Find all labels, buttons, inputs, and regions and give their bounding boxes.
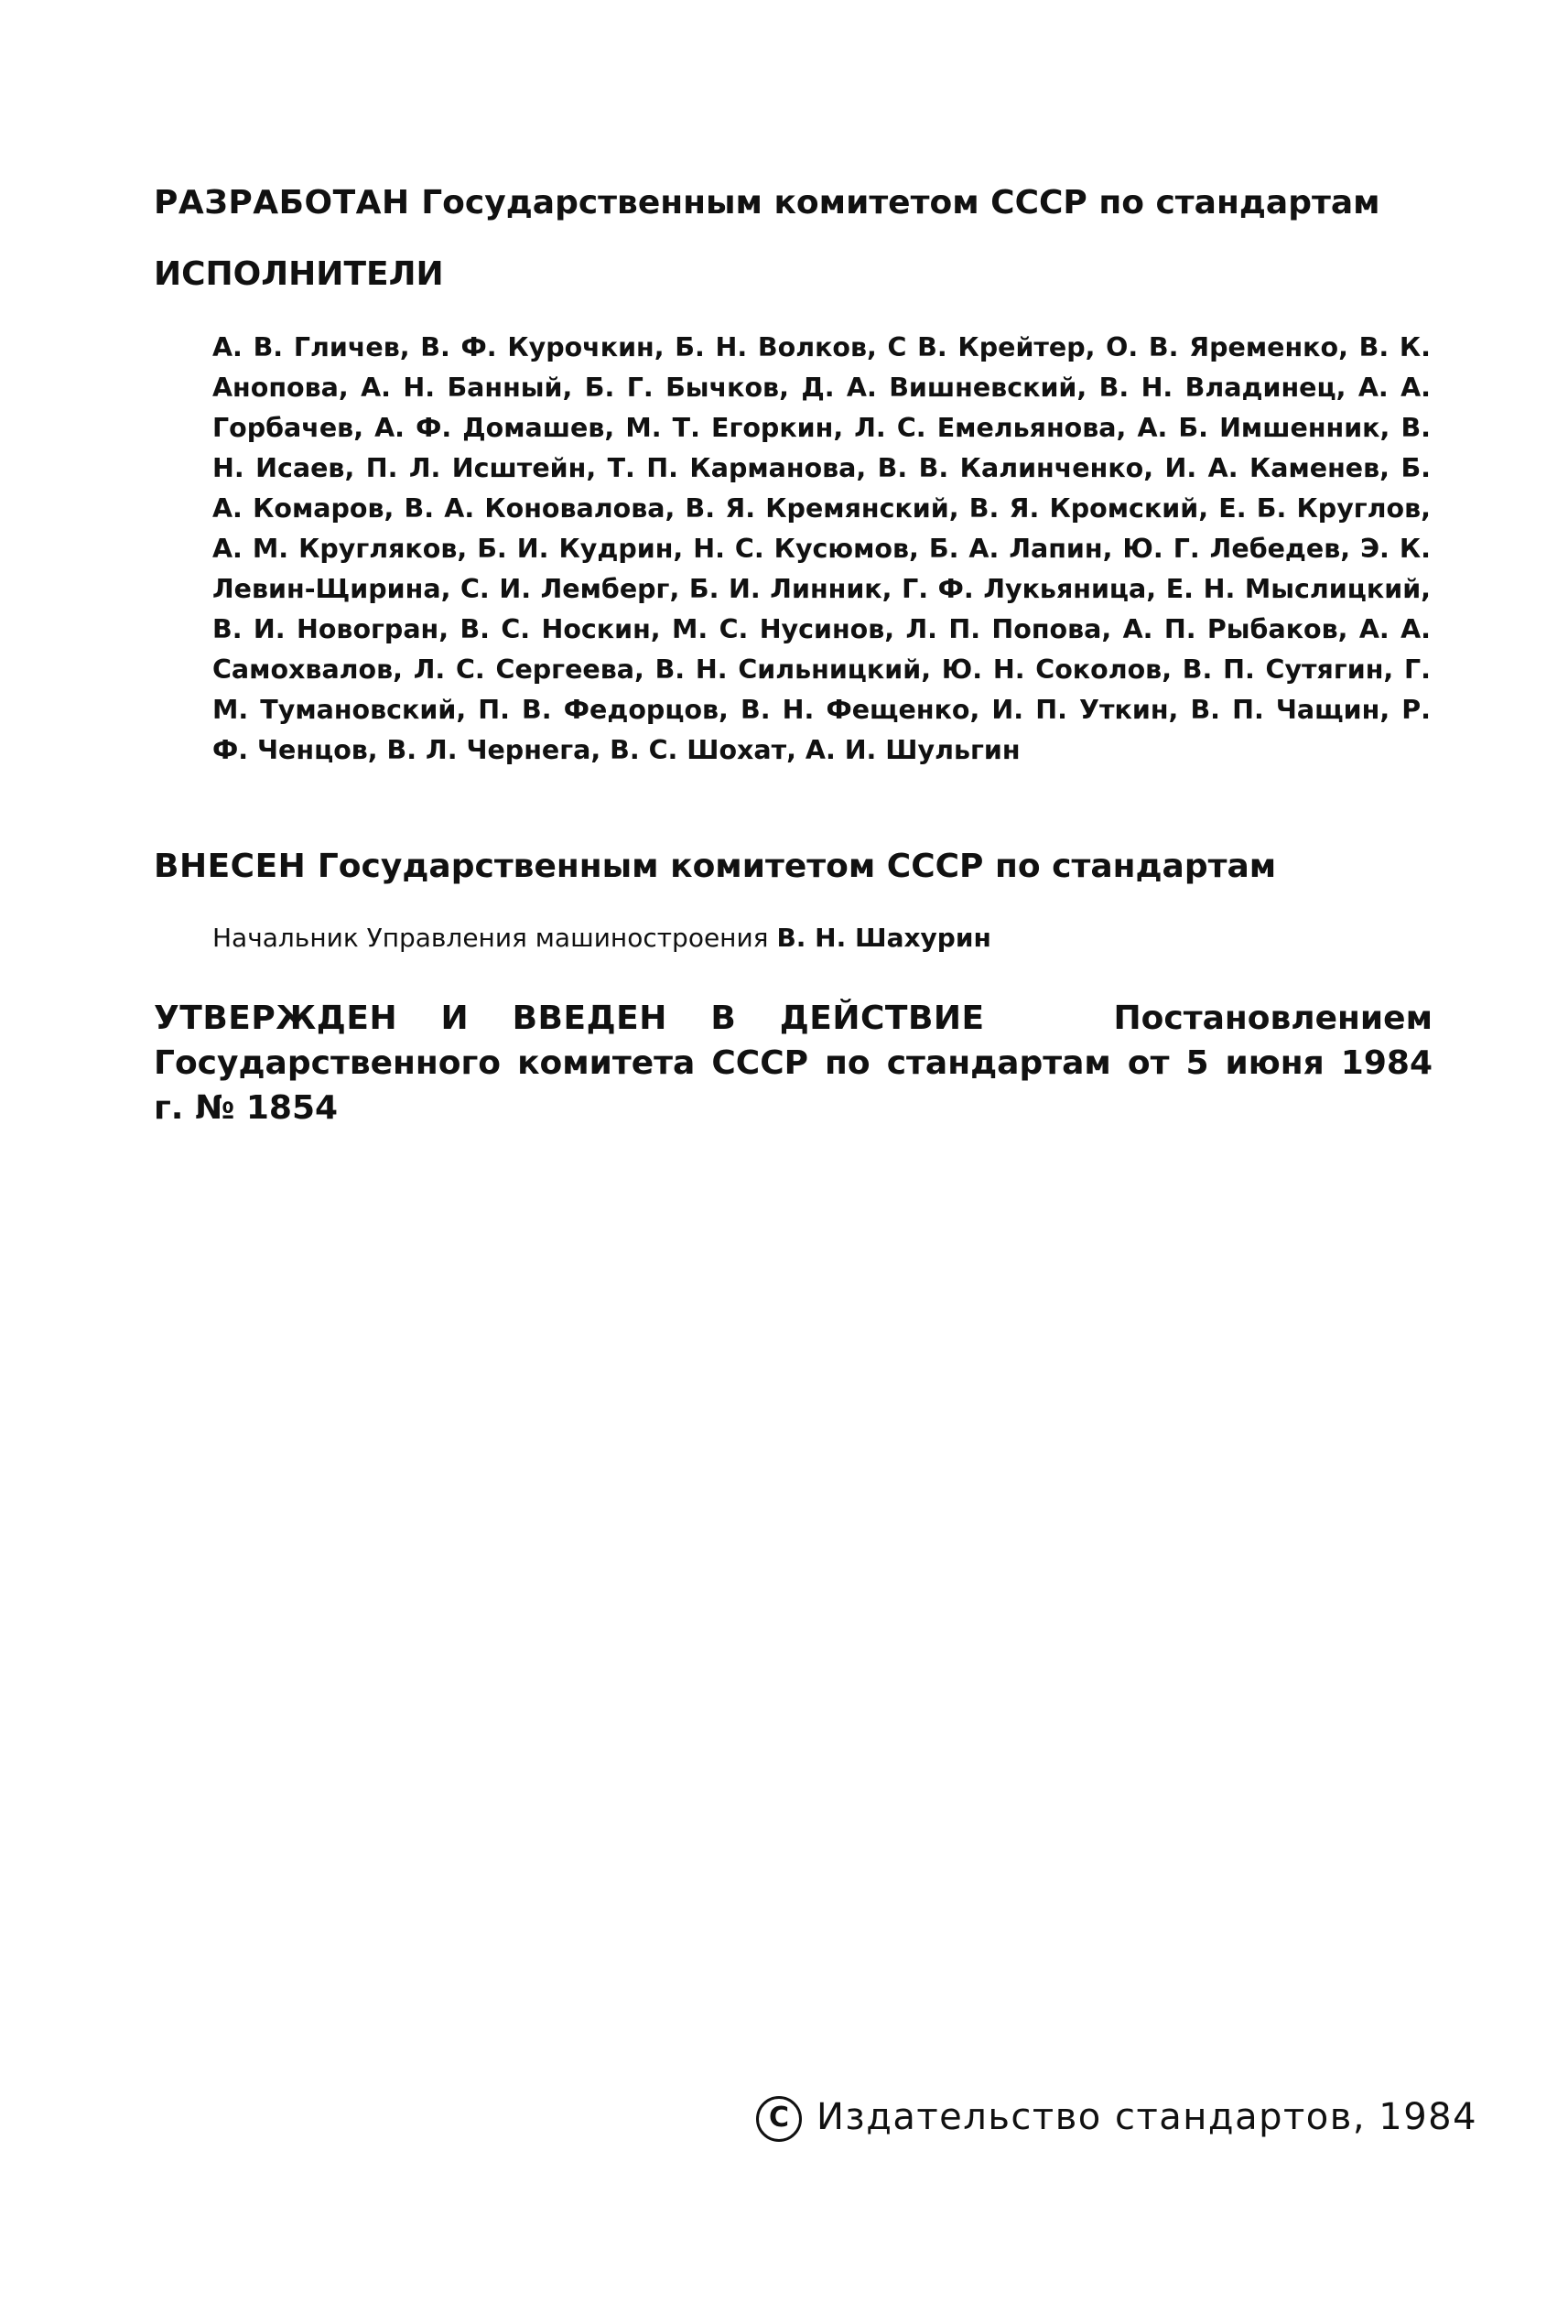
developed-text: Государственным комитетом СССР по стандартам (421, 184, 1380, 222)
copyright-line (756, 2092, 1477, 2143)
developed-label: РАЗРАБОТАН (154, 184, 410, 222)
developed-line (154, 181, 1433, 225)
copyright-icon (756, 2096, 802, 2142)
copyright-text: Издательство стандартов, 1984 (816, 2096, 1478, 2138)
introduced-line (154, 845, 1433, 889)
chief-title: Начальник Управления машиностроения (212, 923, 769, 953)
copyright-symbol: C (768, 2102, 790, 2134)
performers-list: А. В. Гличев, В. Ф. Курочкин, Б. Н. Волков, С В. Крейтер, О. В. Яременко, В. К. Анопова, А. Н. Банный, Б. Г. Бычков, Д. А. Вишневский, В. Н. Владинец, А. А. Горбачев, А. Ф. Домашев, М. Т. Егоркин, Л. С. Емельянова, А. Б. Имшенник, В. Н. Исаев, П. Л. Исштейн, Т. П. Карманова, В. В. Калинченко, И. А. Каменев, Б. А. Комаров, В. А. Коновалова, В. Я. Кремянский, В. Я. Кромский, Е. Б. Круглов, А. М. Кругляков, Б. И. Кудрин, Н. С. Кусюмов, Б. А. Лапин, Ю. Г. Лебедев, Э. К. Левин-Щирина, С. И. Лемберг, Б. И. Линник, Г. Ф. Лукьяница, Е. Н. Мыслицкий, В. И. Новогран, В. С. Носкин, М. С. Нусинов, Л. П. Попова, А. П. Рыбаков, А. А. Самохвалов, Л. С. Сергеева, В. Н. Сильницкий, Ю. Н. Соколов, В. П. Сутягин, Г. М. Тумановский, П. В. Федорцов, В. Н. Фещенко, И. П. Уткин, В. П. Чащин, Р. Ф. Ченцов, В. Л. Чернега, В. С. Шохат, А. И. Шульгин (212, 332, 1431, 765)
performers-heading: ИСПОЛНИТЕЛИ (154, 255, 444, 293)
approved-label: УТВЕРЖДЕН И ВВЕДЕН В ДЕЙСТВИЕ (154, 1000, 985, 1037)
chief-name: В. Н. Шахурин (776, 923, 991, 953)
approved-paragraph (154, 996, 1433, 1130)
chief-line (212, 920, 1433, 957)
introduced-label: ВНЕСЕН (154, 848, 307, 885)
approved-text: Постановлением Государственного комитета СССР по стандартам от 5 июня 1984 г. № 1854 (154, 1000, 1433, 1127)
introduced-text: Государственным комитетом СССР по стандартам (317, 848, 1277, 885)
